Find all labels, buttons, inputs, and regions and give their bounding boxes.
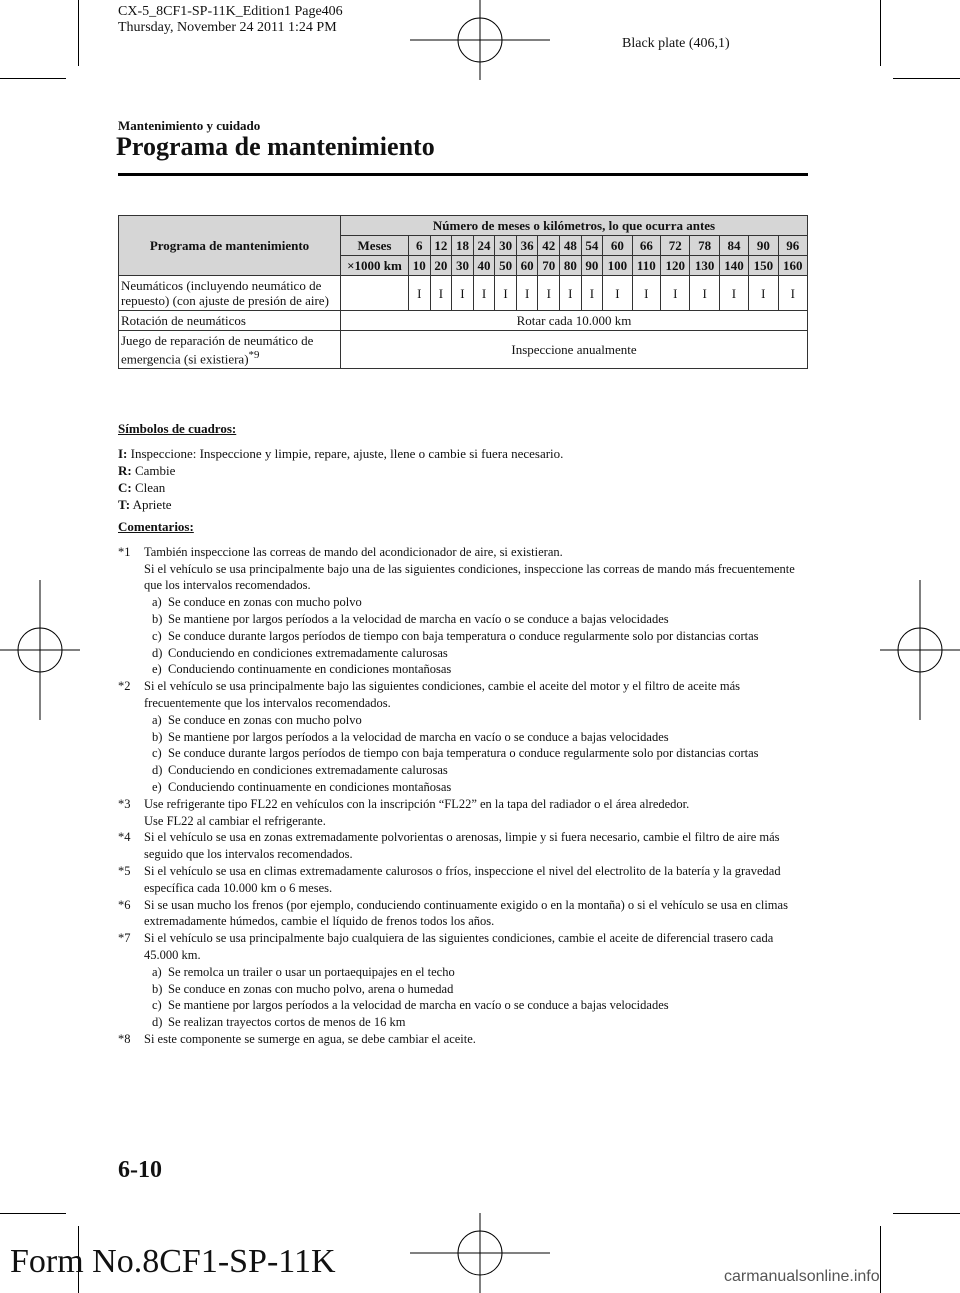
subitem-text: Se conduce durante largos períodos de tiempo con baja temperatura o conduce regularmente solo por distancias cortas	[168, 628, 759, 643]
comments-heading: Comentarios:	[118, 519, 194, 534]
comment-subitem	[144, 729, 808, 746]
month-cell: 54	[581, 236, 603, 256]
comment-body	[144, 829, 808, 863]
comment-body	[144, 897, 808, 931]
comment-text: Si este componente se sumerge en agua, se debe cambiar el aceite.	[144, 1031, 476, 1046]
legend-text: Inspeccione: Inspeccione y limpie, repare, ajuste, llene o cambie si fuera necesario.	[130, 446, 564, 461]
month-cell: 60	[603, 236, 632, 256]
comment-subitem	[144, 779, 808, 796]
comment-subitem	[144, 628, 808, 645]
comment-body	[144, 796, 808, 830]
km-cell: 120	[661, 256, 690, 276]
km-cell: 100	[603, 256, 632, 276]
comment-body	[144, 863, 808, 897]
subitem-letter: d)	[152, 1015, 163, 1030]
comment-item	[118, 1031, 808, 1048]
comment-subitem	[144, 1014, 808, 1031]
subitem-letter: a)	[152, 712, 162, 727]
month-cell: 90	[749, 236, 778, 256]
schedule-cell: I	[560, 276, 582, 311]
comment-number: *8	[118, 1031, 131, 1046]
legend-text: Clean	[134, 480, 166, 495]
schedule-cell: I	[452, 276, 474, 311]
comment-item	[118, 678, 808, 796]
month-cell: 24	[473, 236, 495, 256]
comment-number: *1	[118, 544, 131, 559]
comment-number: *3	[118, 796, 131, 811]
subitem-letter: c)	[152, 746, 162, 761]
page-title: Programa de mantenimiento	[116, 132, 435, 161]
km-cell: 140	[719, 256, 748, 276]
month-cell: 78	[690, 236, 719, 256]
comment-text: Si el vehículo se usa en zonas extremadamente polvorientas o arenosas, limpie y si fuera necesario, cambie el filtro de aire más seguido que los intervalos recomendados.	[144, 830, 780, 862]
comments-list	[118, 544, 808, 1048]
schedule-cell: I	[603, 276, 632, 311]
months-label: Meses	[341, 236, 409, 256]
comment-item	[118, 930, 808, 1031]
legend-key: T:	[118, 497, 131, 512]
registration-mark-bottom	[410, 1213, 550, 1293]
spacer-cell	[341, 276, 409, 311]
subitem-letter: b)	[152, 729, 163, 744]
schedule-cell: I	[430, 276, 452, 311]
schedule-cell: I	[661, 276, 690, 311]
comment-subitem	[144, 712, 808, 729]
comment-number: *7	[118, 931, 131, 946]
comment-subitem	[144, 981, 808, 998]
comment-item	[118, 863, 808, 897]
subitem-letter: b)	[152, 981, 163, 996]
subitem-text: Se realizan trayectos cortos de menos de 16 km	[168, 1015, 406, 1030]
month-cell: 96	[778, 236, 807, 256]
comment-subitem	[144, 661, 808, 678]
schedule-cell: I	[538, 276, 560, 311]
comment-text-extra: Use FL22 al cambiar el refrigerante.	[144, 813, 326, 828]
comment-subitem	[144, 645, 808, 662]
comment-subitem	[144, 762, 808, 779]
row-item: Juego de reparación de neumático de emergencia (si existiera)	[121, 333, 314, 367]
schedule-cell: I	[581, 276, 603, 311]
table-row	[119, 311, 808, 331]
subitem-letter: e)	[152, 662, 162, 677]
comment-text: También inspeccione las correas de mando del acondicionador de aire, si existieran.	[144, 544, 563, 559]
month-cell: 18	[452, 236, 474, 256]
schedule-cell: I	[409, 276, 431, 311]
comment-subitem	[144, 611, 808, 628]
km-cell: 50	[495, 256, 517, 276]
km-cell: 160	[778, 256, 807, 276]
comment-subitem	[144, 745, 808, 762]
subitem-text: Conduciendo en condiciones extremadamente calurosas	[168, 645, 448, 660]
subitem-text: Se conduce en zonas con mucho polvo, arena o humedad	[168, 981, 454, 996]
subitem-text: Se conduce durante largos períodos de tiempo con baja temperatura o conduce regularmente solo por distancias cortas	[168, 746, 759, 761]
registration-mark-top	[410, 0, 550, 80]
legend-item	[118, 496, 808, 513]
schedule-cell: I	[778, 276, 807, 311]
comment-item	[118, 897, 808, 931]
comment-number: *2	[118, 679, 131, 694]
schedule-cell: I	[690, 276, 719, 311]
watermark: carmanualsonline.info	[724, 1268, 880, 1285]
title-rule	[118, 173, 808, 176]
schedule-cell: I	[473, 276, 495, 311]
legend-text: Apriete	[132, 497, 172, 512]
subitem-letter: b)	[152, 611, 163, 626]
table-header-row	[119, 216, 808, 236]
schedule-cell: I	[749, 276, 778, 311]
comment-number: *6	[118, 897, 131, 912]
registration-mark-right	[880, 580, 960, 720]
comment-number: *4	[118, 830, 131, 845]
comment-text: Si se usan mucho los frenos (por ejemplo, conduciendo continuamente exigido o en la montaña) o si el vehículo se usa en climas extremadamente húmedos, cambie el líquido de frenos todos los años.	[144, 897, 788, 929]
plate-label: Black plate (406,1)	[622, 36, 730, 51]
comment-body	[144, 1031, 808, 1048]
corner-header: Programa de mantenimiento	[119, 216, 341, 276]
row-note: Rotar cada 10.000 km	[341, 311, 808, 331]
span-header: Número de meses o kilómetros, lo que ocurra antes	[341, 216, 808, 236]
subitem-text: Se conduce en zonas con mucho polvo	[168, 595, 362, 610]
month-cell: 48	[560, 236, 582, 256]
schedule-cell: I	[719, 276, 748, 311]
form-number: Form No.8CF1-SP-11K	[10, 1243, 336, 1280]
legend-heading: Símbolos de cuadros:	[118, 421, 237, 436]
subitem-letter: d)	[152, 645, 163, 660]
month-cell: 42	[538, 236, 560, 256]
subitem-text: Se mantiene por largos períodos a la velocidad de marcha en vacío o se conduce a bajas velocidades	[168, 998, 669, 1013]
legend-list	[118, 445, 808, 513]
comment-item	[118, 829, 808, 863]
month-cell: 12	[430, 236, 452, 256]
km-cell: 20	[430, 256, 452, 276]
print-header	[118, 4, 343, 36]
subitem-letter: e)	[152, 779, 162, 794]
comment-text: Si el vehículo se usa en climas extremadamente calurosos o fríos, inspeccione el nivel del electrolito de la batería y la gravedad específica cada 10.000 km o 6 meses.	[144, 863, 781, 895]
row-item: Rotación de neumáticos	[119, 311, 341, 331]
km-cell: 80	[560, 256, 582, 276]
legend-text: Cambie	[134, 463, 176, 478]
subitem-text: Se conduce en zonas con mucho polvo	[168, 712, 362, 727]
comment-item	[118, 544, 808, 678]
comments	[118, 519, 808, 1048]
legend-item	[118, 462, 808, 479]
page-number: 6-10	[118, 1157, 162, 1183]
comment-subitem	[144, 594, 808, 611]
subitem-letter: c)	[152, 998, 162, 1013]
km-cell: 60	[516, 256, 538, 276]
month-cell: 30	[495, 236, 517, 256]
comment-body	[144, 544, 808, 678]
comment-body	[144, 930, 808, 1031]
legend-item	[118, 479, 808, 496]
subitem-letter: a)	[152, 964, 162, 979]
subitem-text: Conduciendo continuamente en condiciones montañosas	[168, 779, 452, 794]
schedule-cell: I	[516, 276, 538, 311]
footnote-ref: *9	[248, 349, 260, 361]
km-cell: 10	[409, 256, 431, 276]
km-cell: 30	[452, 256, 474, 276]
legend-key: R:	[118, 463, 132, 478]
print-header-line2: Thursday, November 24 2011 1:24 PM	[118, 20, 337, 35]
table-row	[119, 331, 808, 369]
print-header-line1: CX-5_8CF1-SP-11K_Edition1 Page406	[118, 4, 343, 19]
schedule-cell: I	[632, 276, 661, 311]
subitem-text: Se mantiene por largos períodos a la velocidad de marcha en vacío o se conduce a bajas velocidades	[168, 729, 669, 744]
comment-text: Si el vehículo se usa principalmente bajo las siguientes condiciones, cambie el aceite del motor y el filtro de aceite más frecuentemente que los intervalos recomendados.	[144, 679, 740, 710]
km-cell: 70	[538, 256, 560, 276]
month-cell: 36	[516, 236, 538, 256]
legend-key: I:	[118, 446, 128, 461]
section-label: Mantenimiento y cuidado	[118, 118, 261, 133]
month-cell: 84	[719, 236, 748, 256]
subitem-text: Se mantiene por largos períodos a la velocidad de marcha en vacío o se conduce a bajas velocidades	[168, 611, 669, 626]
km-label: ×1000 km	[341, 256, 409, 276]
subitem-letter: c)	[152, 628, 162, 643]
km-cell: 110	[632, 256, 661, 276]
km-cell: 130	[690, 256, 719, 276]
comment-text-extra: Si el vehículo se usa principalmente bajo una de las siguientes condiciones, inspeccione las correas de mando más frecuentemente que los intervalos recomendados.	[144, 561, 795, 593]
comment-text: Use refrigerante tipo FL22 en vehículos con la inscripción “FL22” en la tapa del radiador o el área alrededor.	[144, 796, 690, 811]
comment-body	[144, 678, 808, 796]
schedule-cell: I	[495, 276, 517, 311]
subitem-letter: d)	[152, 763, 163, 778]
table-row	[119, 276, 808, 311]
row-item-cell	[119, 331, 341, 369]
comment-text: Si el vehículo se usa principalmente bajo cualquiera de las siguientes condiciones, cambie el aceite de diferencial trasero cada 45.000 km.	[144, 931, 774, 962]
comment-subitem	[144, 997, 808, 1014]
month-cell: 66	[632, 236, 661, 256]
km-cell: 40	[473, 256, 495, 276]
legend-key: C:	[118, 480, 132, 495]
legend	[118, 420, 808, 513]
legend-item	[118, 445, 808, 462]
comment-number: *5	[118, 863, 131, 878]
month-cell: 72	[661, 236, 690, 256]
month-cell: 6	[409, 236, 431, 256]
comment-item	[118, 796, 808, 830]
comment-subitem	[144, 964, 808, 981]
km-cell: 90	[581, 256, 603, 276]
maintenance-schedule-table	[118, 215, 808, 369]
subitem-text: Se remolca un trailer o usar un portaequipajes en el techo	[168, 964, 455, 979]
registration-mark-left	[0, 580, 80, 720]
row-note: Inspeccione anualmente	[341, 331, 808, 369]
subitem-text: Conduciendo en condiciones extremadamente calurosas	[168, 763, 448, 778]
subitem-letter: a)	[152, 595, 162, 610]
km-cell: 150	[749, 256, 778, 276]
subitem-text: Conduciendo continuamente en condiciones montañosas	[168, 662, 452, 677]
row-item: Neumáticos (incluyendo neumático de repuesto) (con ajuste de presión de aire)	[119, 276, 341, 311]
